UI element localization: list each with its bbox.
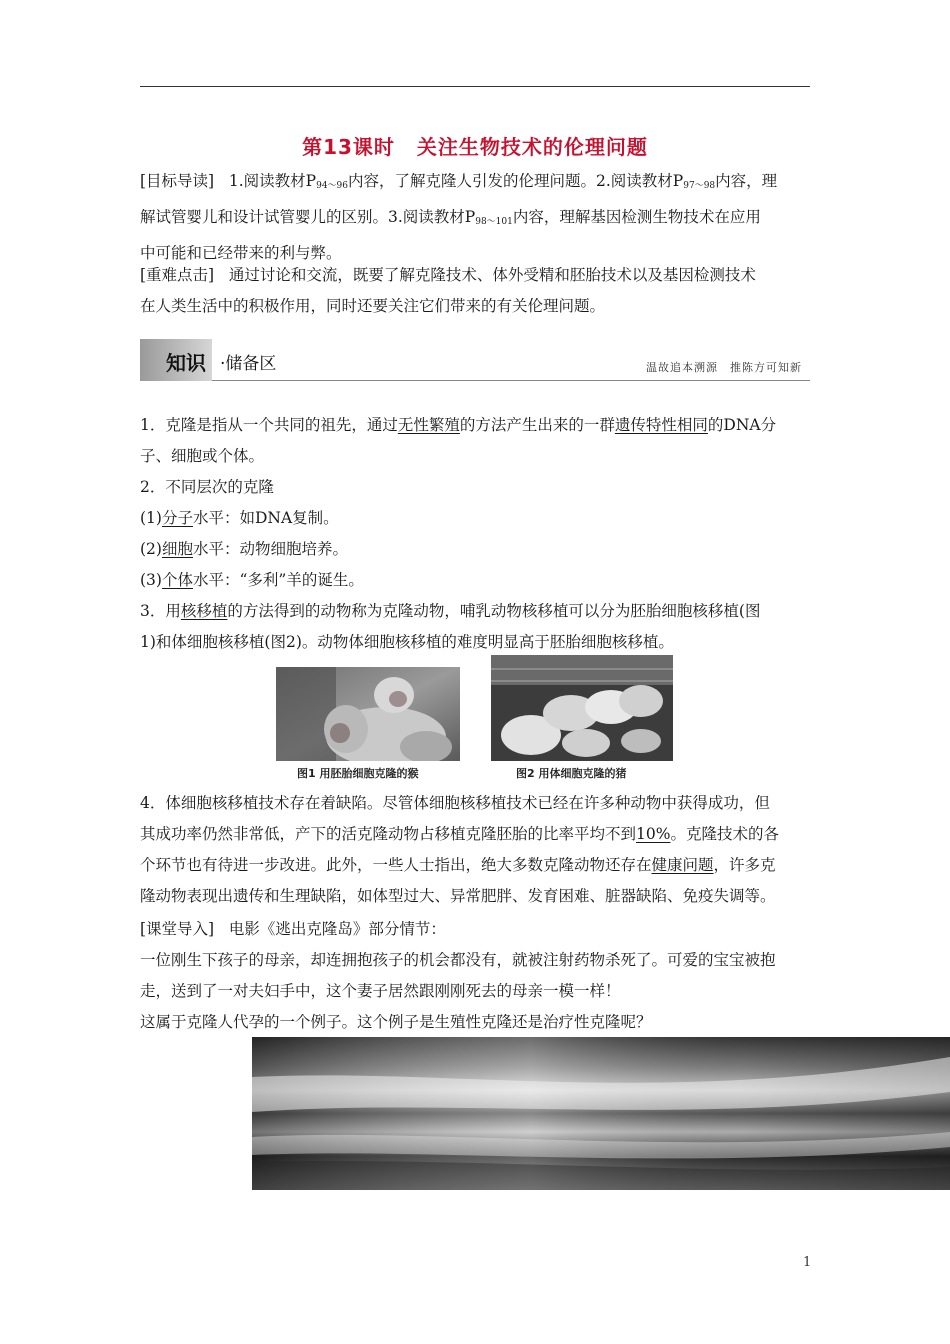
- key-points: [140, 260, 810, 322]
- figure-2-caption: 图2 用体细胞克隆的猪: [516, 767, 627, 780]
- page-range: 98～101: [475, 217, 513, 227]
- answer-blank: 无性繁殖: [397, 416, 460, 434]
- header-rule: [140, 86, 810, 87]
- figure-pig-photo: [491, 655, 673, 761]
- lesson-topic: 关注生物技术的伦理问题: [416, 135, 648, 159]
- page-range: 97～98: [683, 181, 716, 191]
- text: 水平：动物细胞培养。: [192, 540, 348, 558]
- text: 水平：“多利”羊的诞生。: [192, 571, 364, 589]
- goal-guide: [140, 166, 810, 269]
- text: (2): [140, 540, 162, 558]
- answer-blank: 10%: [636, 825, 671, 843]
- goal-text: 内容，理解基因检测生物技术在应用: [512, 208, 761, 226]
- item-4: [140, 788, 810, 912]
- text: (3): [140, 571, 162, 589]
- page-range: 94～96: [316, 181, 349, 191]
- goal-text: 内容，理: [715, 172, 778, 190]
- figure-monkey-photo: [276, 667, 460, 761]
- question-text: 这属于克隆人代孕的一个例子。这个例子是生殖性克隆还是治疗性克隆呢？: [140, 1013, 652, 1031]
- text: 2．不同层次的克隆: [140, 478, 274, 496]
- answer-blank: 遗传特性相同: [614, 416, 708, 434]
- text: 一位刚生下孩子的母亲，却连拥抱孩子的机会都没有，就被注射药物杀死了。可爱的宝宝被抱: [140, 951, 776, 969]
- answer-blank: 分子: [161, 509, 193, 527]
- text: 3．用: [140, 602, 181, 620]
- text: 的DNA分: [707, 416, 777, 434]
- class-intro: [140, 914, 810, 1038]
- banner-title: 知识: [166, 351, 206, 375]
- figure-1-caption: 图1 用胚胎细胞克隆的猴: [297, 767, 419, 780]
- text: 4．体细胞核移植技术存在着缺陷。尽管体细胞核移植技术已经在许多种动物中获得成功，但: [140, 794, 770, 812]
- text: 个环节也有待进一步改进。此外，一些人士指出，绝大多数克隆动物还存在: [140, 856, 652, 874]
- banner-slogan: 温故追本溯源 推陈方可知新: [646, 361, 802, 374]
- page-number: 1: [803, 1255, 812, 1270]
- item-2: [140, 472, 810, 596]
- key-tag: [重难点击]: [140, 266, 215, 284]
- goal-tag: [目标导读]: [140, 172, 215, 190]
- section-banner: [140, 339, 810, 381]
- banner-subtitle: ·储备区: [220, 354, 277, 374]
- text: 1．克隆是指从一个共同的祖先，通过: [140, 416, 398, 434]
- text: ，许多克: [713, 856, 776, 874]
- lesson-number: 第13课时: [302, 135, 395, 159]
- answer-blank: 核移植: [180, 602, 228, 620]
- text: 的方法得到的动物称为克隆动物，哺乳动物核移植可以分为胚胎细胞核移植(图: [227, 602, 761, 620]
- goal-text: 中可能和已经带来的利与弊。: [140, 244, 342, 262]
- text: 其成功率仍然非常低，产下的活克隆动物占移植克隆胚胎的比率平均不到: [140, 825, 637, 843]
- text: 的方法产生出来的一群: [459, 416, 615, 434]
- key-text: 通过讨论和交流，既要了解克隆技术、体外受精和胚胎技术以及基因检测技术: [228, 266, 756, 284]
- lead-tag: [课堂导入]: [140, 920, 215, 938]
- goal-text: 解试管婴儿和设计试管婴儿的区别。3.阅读教材P: [140, 208, 476, 226]
- text: 。克隆技术的各: [670, 825, 779, 843]
- text: 电影《逃出克隆岛》部分情节：: [228, 920, 446, 938]
- key-text: 在人类生活中的积极作用，同时还要关注它们带来的有关伦理问题。: [140, 297, 606, 315]
- answer-blank: 健康问题: [651, 856, 714, 874]
- text: 走，送到了一对夫妇手中，这个妻子居然跟刚刚死去的母亲一模一样！: [140, 982, 621, 1000]
- item-3: [140, 596, 810, 658]
- item-1: [140, 410, 810, 472]
- text: 隆动物表现出遗传和生理缺陷，如体型过大、异常肥胖、发育困难、脏器缺陷、免疫失调等。: [140, 887, 776, 905]
- answer-blank: 细胞: [161, 540, 193, 558]
- answer-blank: 个体: [161, 571, 193, 589]
- text: 子、细胞或个体。: [140, 447, 265, 465]
- goal-text: 1.阅读教材P: [228, 172, 317, 190]
- text: 1)和体细胞核移植(图2)。动物体细胞核移植的难度明显高于胚胎细胞核移植。: [140, 633, 674, 651]
- banner-rule: [212, 380, 810, 381]
- text: 水平：如DNA复制。: [192, 509, 339, 527]
- lesson-title: [0, 131, 950, 160]
- text: (1): [140, 509, 162, 527]
- goal-text: 内容，了解克隆人引发的伦理问题。2.阅读教材P: [348, 172, 684, 190]
- film-still-image: [252, 1037, 950, 1190]
